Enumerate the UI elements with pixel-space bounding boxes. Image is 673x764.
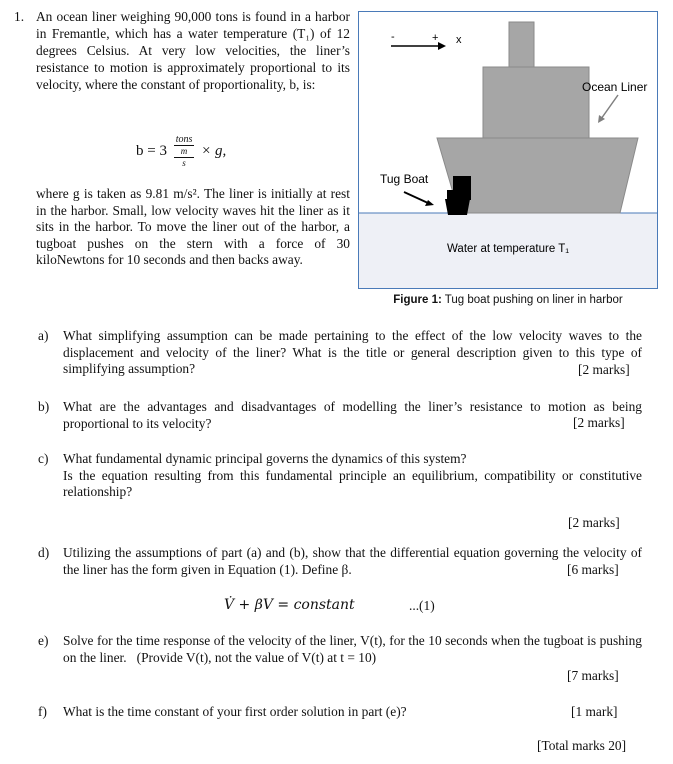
part-c-text-line2: Is the equation resulting from this fundamental principle an equilibrium, compatibility or constitutive relationship? — [63, 467, 642, 499]
part-b-marks: [2 marks] — [573, 415, 625, 430]
part-a-marks: [2 marks] — [578, 362, 630, 377]
part-d — [38, 545, 642, 578]
formula-frac-m: m — [174, 146, 195, 158]
formula-b — [136, 134, 226, 169]
tugboat-cabin — [453, 176, 471, 200]
part-c-text-line1: What fundamental dynamic principal governs the dynamics of this system? — [63, 451, 467, 466]
part-c-label: c) — [38, 451, 49, 466]
axis-plus-label: + — [432, 32, 439, 44]
part-a-label: a) — [38, 328, 49, 343]
axis-minus-label: - — [391, 31, 395, 43]
question-continuation: where g is taken as 9.81 m/s². The liner is initially at rest in the harbor. Small, low velocity waves hit the liner as it sits in the harbor. To move the liner out of the harbor, a tugboat pushes on the stern with a force of 30 kiloNewtons for 10 seconds and then backs away. — [36, 186, 350, 268]
part-e-text — [63, 633, 642, 666]
formula-rhs: × g, — [201, 142, 227, 159]
liner-superstructure — [483, 67, 589, 138]
part-c-text — [63, 451, 642, 501]
formula-frac-s: s — [182, 158, 186, 168]
tugboat-bow — [447, 190, 455, 200]
part-b — [38, 399, 642, 432]
formula-frac-bottom — [174, 146, 195, 169]
part-f-label: f) — [38, 704, 47, 719]
part-d-marks: [6 marks] — [567, 562, 619, 577]
figure-caption — [358, 294, 658, 306]
part-f-text: What is the time constant of your first order solution in part (e)? — [63, 704, 407, 719]
figure-caption-text: Tug boat pushing on liner in harbor — [441, 294, 623, 306]
part-b-text: What are the advantages and disadvantages of modelling the liner’s resistance to motion as being proportional to its velocity? — [63, 399, 642, 431]
liner-funnel — [509, 22, 534, 67]
part-a — [38, 328, 642, 378]
part-e — [38, 633, 642, 666]
tugboat-hull — [445, 199, 470, 215]
part-f — [38, 704, 642, 721]
part-c-marks: [2 marks] — [568, 515, 620, 530]
part-e-marks: [7 marks] — [567, 668, 619, 683]
part-d-label: d) — [38, 545, 50, 560]
part-c — [38, 451, 642, 501]
question-number: 1. — [14, 9, 25, 24]
formula-lhs: b = 3 — [136, 142, 167, 159]
part-e-label: e) — [38, 633, 49, 648]
part-e-text-tail: (Provide V(t), not the value of V(t) at t = 10) — [136, 649, 377, 665]
figure-tugboat-liner — [358, 11, 658, 289]
total-marks: [Total marks 20] — [537, 738, 627, 753]
question-intro — [14, 8, 350, 93]
part-a-text: What simplifying assumption can be made pertaining to the effect of the low velocity waves to the displacement and velocity of the liner? What is the title or general description given to this type of simplifying assumption? — [63, 328, 642, 376]
part-d-text: Utilizing the assumptions of part (a) and (b), show that the differential equation governing the velocity of the liner has the form given in Equation (1). Define β. — [63, 545, 642, 577]
part-b-label: b) — [38, 399, 50, 414]
axis-x-label: x — [456, 34, 462, 46]
formula-frac-top: tons — [175, 134, 193, 145]
figure-caption-number: Figure 1: — [393, 294, 442, 306]
formula-fraction — [174, 134, 195, 169]
part-f-marks: [1 mark] — [571, 704, 618, 719]
question-intro-text: An ocean liner weighing 90,000 tons is found in a harbor in Fremantle, which has a water temperature (T₁) of 12 degrees Celsius. At very low velocities, the liner’s resistance to motion is approximately proportional to its velocity, where the constant of proportionality, b, is: — [36, 9, 350, 92]
water-label: Water at temperature T₁ — [447, 243, 570, 255]
equation-1-number: ...(1) — [409, 598, 435, 613]
part-e-text-main: Solve for the time response of the velocity of the liner, V(t), for the 10 seconds when the tugboat is pushing on the liner. — [63, 633, 642, 665]
ocean-liner-label: Ocean Liner — [582, 80, 648, 94]
tug-boat-label: Tug Boat — [380, 172, 429, 186]
equation-1: V̇ + βV = constant — [224, 597, 355, 613]
